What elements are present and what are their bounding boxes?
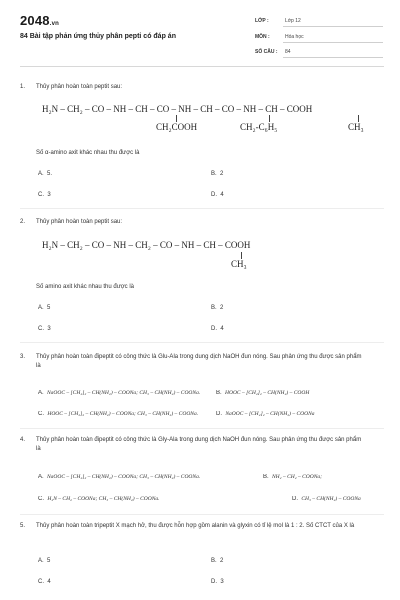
option-d[interactable] — [211, 192, 224, 198]
class-label: LỚP : — [255, 18, 269, 24]
side-chain: CH₂-C₆H₅ — [240, 122, 278, 132]
question-divider — [20, 428, 384, 429]
option-letter: B. — [216, 390, 222, 396]
option-letter: B. — [211, 558, 217, 564]
option-letter: A. — [38, 558, 44, 564]
count-label: SỐ CÂU : — [255, 49, 278, 55]
count-value: 84 — [285, 49, 291, 55]
option-letter: D. — [211, 579, 217, 585]
option-letter: C. — [38, 496, 44, 502]
option-value: 4 — [220, 192, 224, 198]
question-divider — [20, 208, 384, 209]
option-value: 4 — [47, 579, 51, 585]
question-prompt: Số α-amino axit khác nhau thu được là — [36, 150, 140, 156]
option-b[interactable] — [263, 474, 400, 480]
subject-label: MÔN : — [255, 34, 270, 40]
option-c[interactable] — [38, 326, 51, 332]
question-prompt: Số amino axit khác nhau thu được là — [36, 284, 135, 290]
logo-text: 2048 — [20, 13, 50, 28]
subject-value: Hóa học — [285, 34, 304, 40]
option-value: 5 — [47, 305, 51, 311]
option-a[interactable] — [38, 390, 213, 396]
option-d[interactable] — [216, 411, 400, 417]
question-number: 2. — [20, 219, 26, 225]
option-value: 5. — [47, 171, 53, 177]
option-value: 3 — [47, 192, 51, 198]
count-underline — [283, 57, 383, 58]
option-value: NaOOC – [CH₂]₂ – CH(NH₂) – COONa — [225, 411, 315, 417]
peptide-formula: H₂N – CH₂ – CO – NH – CH – CO – NH – CH – CO – NH – CH – COOH — [42, 104, 313, 114]
option-value: 5 — [47, 558, 51, 564]
subject-underline — [283, 42, 383, 43]
option-letter: C. — [38, 326, 44, 332]
side-chain: CH₃ — [231, 259, 247, 269]
option-value: 2 — [220, 171, 224, 177]
option-b[interactable] — [211, 305, 223, 311]
bond-line — [269, 115, 270, 122]
logo-suffix: .vn — [49, 21, 60, 27]
option-value: HOOC – [CH₂]₂ – CH(NH₂) – COOH — [225, 390, 310, 396]
option-letter: B. — [263, 474, 269, 480]
question-text: Thủy phân hoàn toàn đipeptit có công thức là Glu-Ala trong dung dịch NaOH đun nóng. Sau phản ứng thu được sản phẩm là — [36, 354, 362, 369]
option-value: H₂N – CH₂ – COONa; CH₃ – CH(NH₂) – COONa. — [47, 496, 160, 502]
option-value: 4 — [220, 326, 224, 332]
peptide-formula: H₂N – CH₂ – CO – NH – CH₂ – CO – NH – CH – COOH — [42, 240, 251, 250]
bond-line — [176, 115, 177, 122]
question-divider — [20, 514, 384, 515]
option-value: HOOC – [CH₂]₂ – CH(NH₂) – COONa; CH₃ – CH(NH₂) – COONa. — [47, 411, 199, 417]
option-value: CH₃ – CH(NH₂) – COONa — [301, 496, 361, 502]
option-letter: B. — [211, 171, 217, 177]
option-d[interactable] — [211, 579, 224, 585]
header-divider — [20, 66, 384, 67]
option-letter: A. — [38, 390, 44, 396]
question-number: 4. — [20, 437, 26, 443]
option-a[interactable] — [38, 474, 258, 480]
option-b[interactable] — [211, 171, 223, 177]
option-d[interactable] — [292, 496, 400, 502]
option-b[interactable] — [211, 558, 223, 564]
site-logo[interactable] — [20, 13, 59, 28]
option-c[interactable] — [38, 192, 51, 198]
question-text: Thủy phân hoàn toàn tripeptit X mạch hở, thu được hỗn hợp gồm alanin và glyxin có tỉ lệ mol là 1 : 2. Số CTCT của X là — [36, 523, 355, 529]
question-number: 5. — [20, 523, 26, 529]
bond-line — [241, 252, 242, 259]
question-number: 3. — [20, 354, 26, 360]
question-number: 1. — [20, 84, 26, 90]
question-text: Thủy phân hoàn toàn đipeptit có công thức là Gly-Ala trong dung dịch NaOH đun nóng. Sau phản ứng thu được sản phẩm là — [36, 437, 362, 452]
option-letter: C. — [38, 579, 44, 585]
option-a[interactable] — [38, 558, 50, 564]
side-chain: CH₃ — [348, 122, 364, 132]
option-value: 3 — [47, 326, 51, 332]
side-chain: CH₂COOH — [156, 122, 198, 132]
option-value: NaOOC – [CH₂]₂ – CH(NH₂) – COONa; CH₃ – CH(NH₂) – COONa. — [47, 390, 201, 396]
option-c[interactable] — [38, 496, 258, 502]
option-b[interactable] — [216, 390, 400, 396]
option-letter: D. — [216, 411, 222, 417]
option-letter: B. — [211, 305, 217, 311]
option-value: 2 — [220, 558, 224, 564]
option-value: 3 — [220, 579, 224, 585]
option-letter: C. — [38, 411, 44, 417]
option-letter: D. — [292, 496, 298, 502]
option-letter: A. — [38, 171, 44, 177]
option-value: 2 — [220, 305, 224, 311]
option-letter: C. — [38, 192, 44, 198]
option-letter: D. — [211, 192, 217, 198]
question-text: Thủy phân hoàn toàn peptit sau: — [36, 84, 123, 90]
class-value: Lớp 12 — [285, 18, 301, 24]
option-c[interactable] — [38, 411, 213, 417]
option-d[interactable] — [211, 326, 224, 332]
page-title: 84 Bài tập phản ứng thủy phân pepti có đáp án — [20, 33, 176, 40]
option-a[interactable] — [38, 171, 52, 177]
option-letter: A. — [38, 305, 44, 311]
option-c[interactable] — [38, 579, 51, 585]
bond-line — [358, 115, 359, 122]
option-letter: A. — [38, 474, 44, 480]
class-underline — [283, 26, 383, 27]
option-letter: D. — [211, 326, 217, 332]
option-a[interactable] — [38, 305, 50, 311]
question-text: Thủy phân hoàn toàn peptit sau: — [36, 219, 123, 225]
option-value: NH₂ – CH₂ – COONa; — [272, 474, 322, 480]
option-value: NaOOC – [CH₂]₂ – CH(NH₂) – COONa; CH₃ – CH(NH₂) – COONa. — [47, 474, 201, 480]
question-divider — [20, 342, 384, 343]
